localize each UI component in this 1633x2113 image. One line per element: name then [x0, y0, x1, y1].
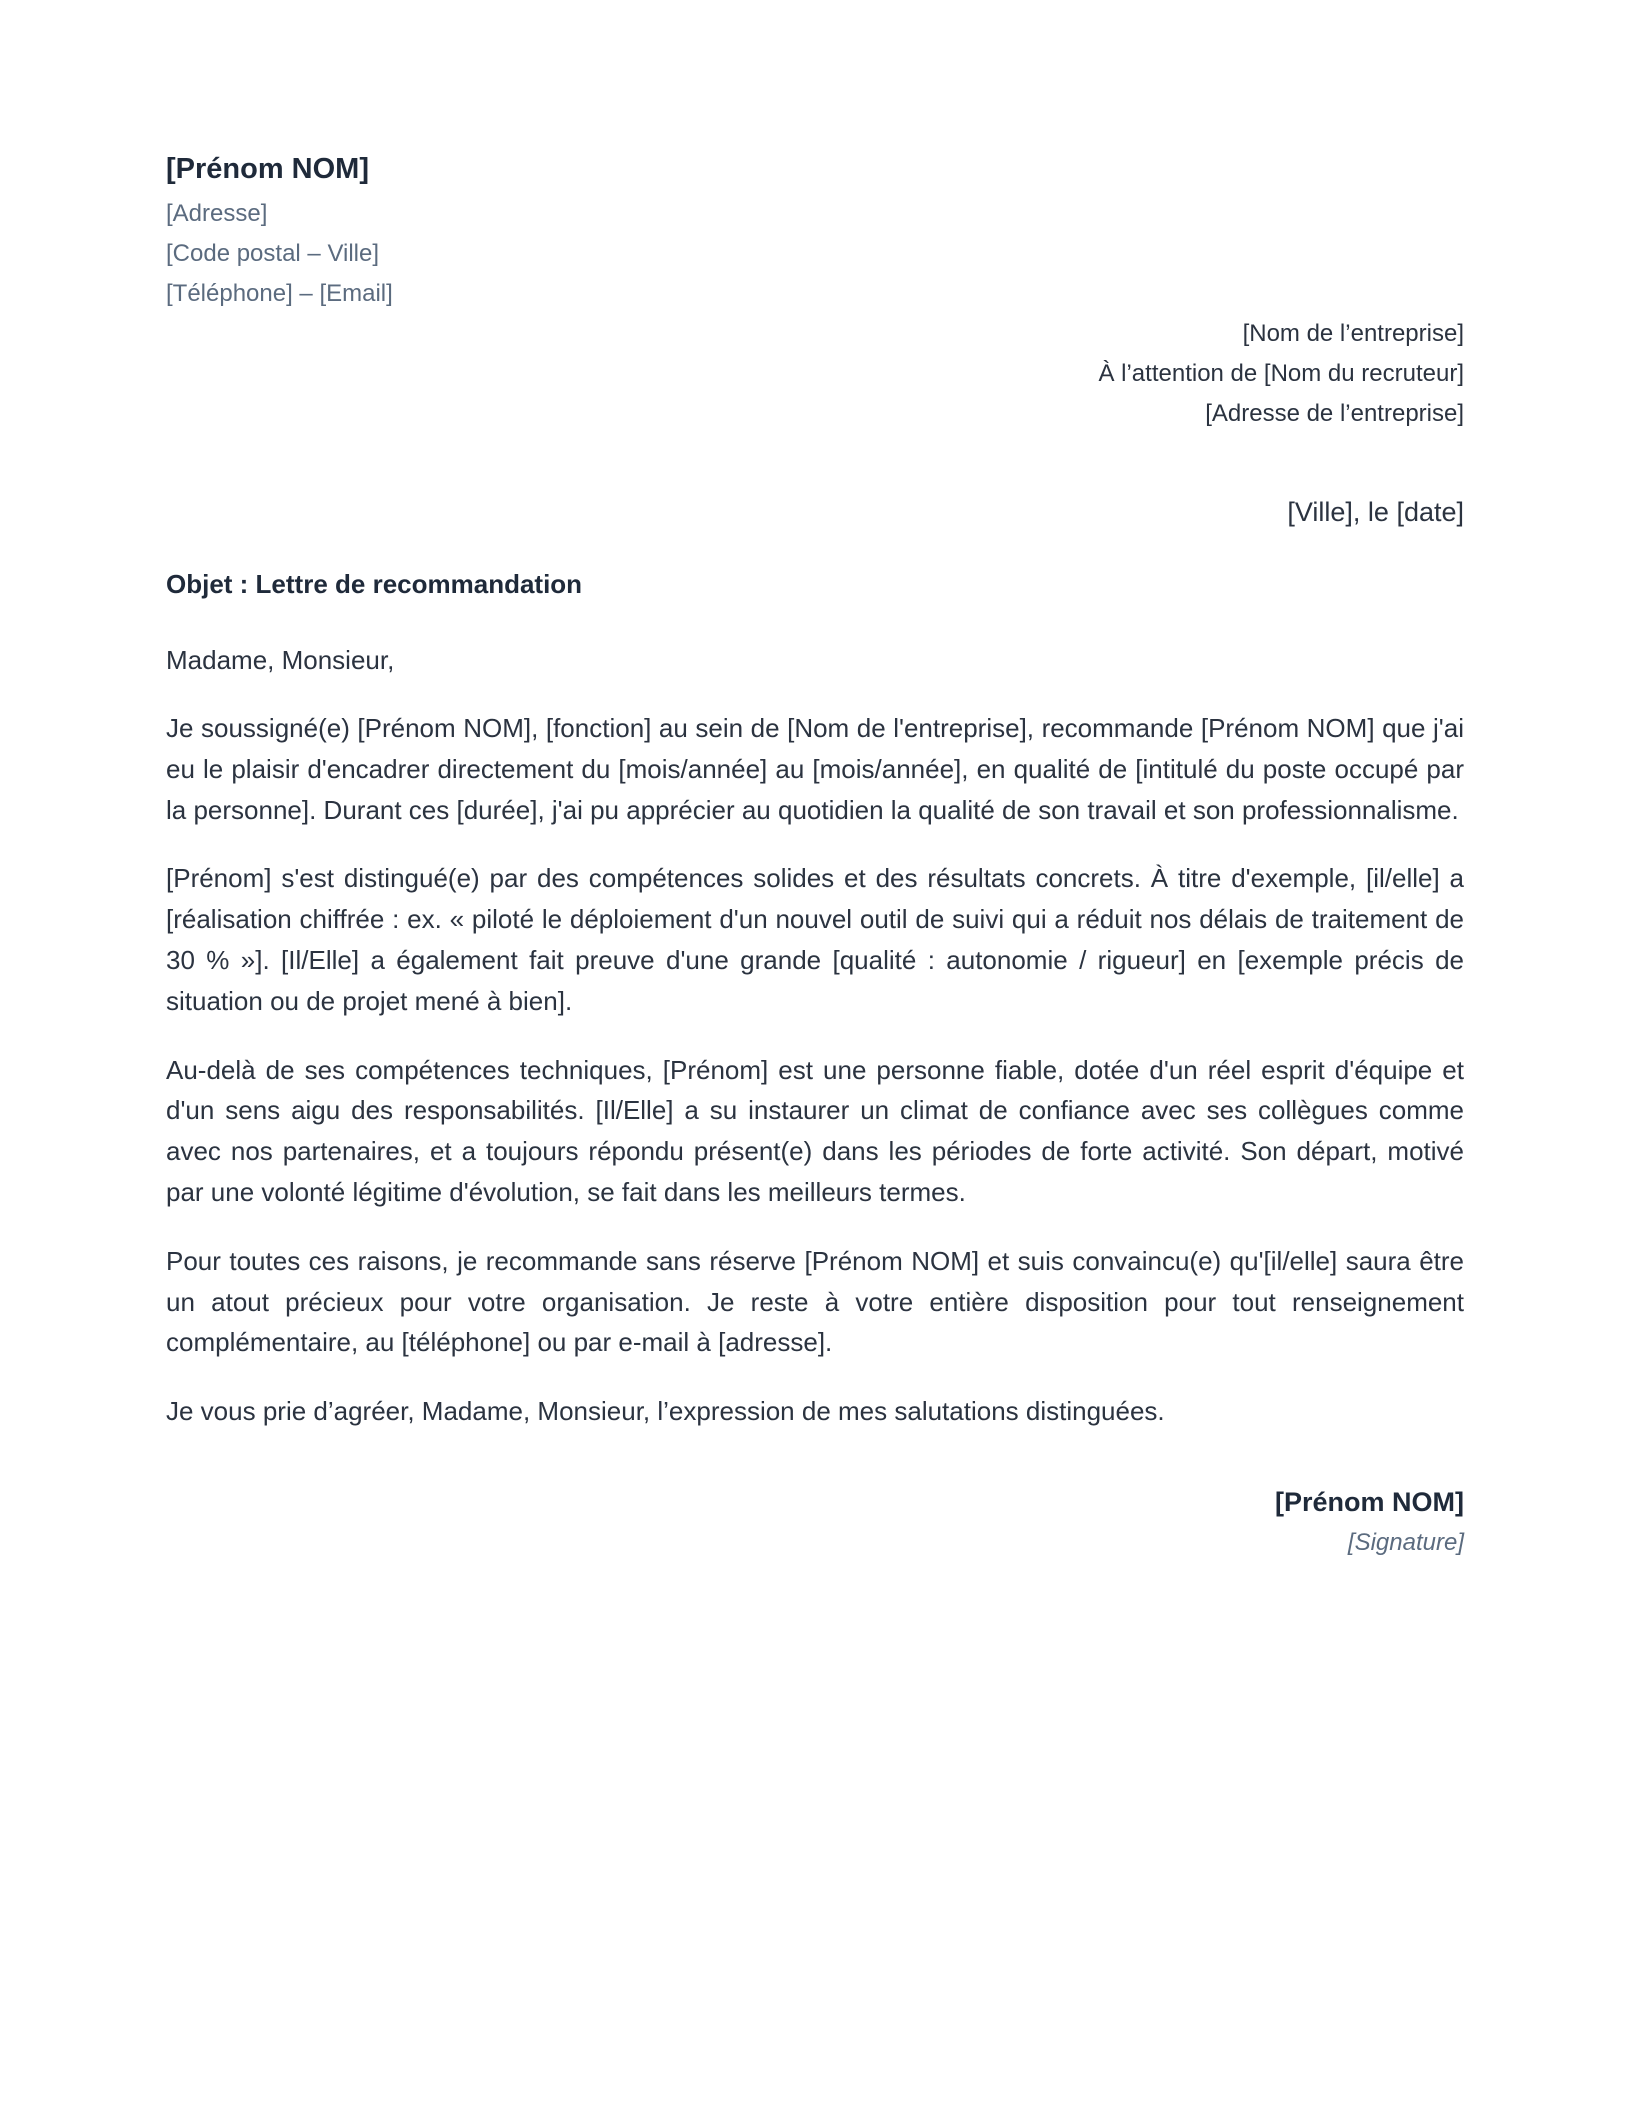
letter-subject: Objet : Lettre de recommandation — [166, 569, 583, 599]
body-paragraph: Je soussigné(e) [Prénom NOM], [fonction] au sein de [Nom de l'entreprise], recommande [Prénom NOM] que j'ai eu le plaisir d'encadrer directement du [mois/année] au [mois/année], en qualité de [intitulé du poste occupé par la personne]. Durant ces [durée], j'ai pu apprécier au quotidien la qualité de son travail et son professionnalisme. — [166, 713, 1464, 825]
recipient-block — [166, 314, 1464, 434]
body-paragraph: [Prénom] s'est distingué(e) par des compétences solides et des résultats concrets. À titre d'exemple, [il/elle] a [réalisation chiffrée : ex. « piloté le déploiement d'un nouvel outil de suivi qui a réduit nos délais de traitement de 30 % »]. [Il/Elle] a également fait preuve d'une grande [qualité : autonomie / rigueur] en [exemple précis de situation ou de projet mené à bien]. — [166, 863, 1464, 1016]
closing-formula: Je vous prie d’agréer, Madame, Monsieur, l’expression de mes salutations distinguées. — [166, 1396, 1165, 1427]
salutation: Madame, Monsieur, — [166, 645, 395, 675]
body-paragraph: Pour toutes ces raisons, je recommande sans réserve [Prénom NOM] et suis convaincu(e) qu'[il/elle] saura être un atout précieux pour votre organisation. Je reste à votre entière disposition pour tout renseignement complémentaire, au [téléphone] ou par e-mail à [adresse]. — [166, 1245, 1464, 1358]
signature-placeholder: [Signature] — [1347, 1529, 1464, 1557]
signature-block — [166, 1481, 1464, 1563]
signature-name: [Prénom NOM] — [1275, 1487, 1464, 1518]
sender-name: [Prénom NOM] — [166, 153, 369, 185]
place-date: [Ville], le [date] — [1287, 497, 1464, 527]
recipient-attention: À l’attention de [Nom du recruteur] — [1098, 360, 1464, 387]
body-paragraph: Au-delà de ses compétences techniques, [Prénom] est une personne fiable, dotée d'un réel esprit d'équipe et d'un sens aigu des responsabilités. [Il/Elle] a su instaurer un climat de confiance avec ses collègues comme avec nos partenaires, et a toujours répondu présent(e) dans les périodes de forte activité. Son départ, motivé par une volonté légitime d'évolution, se fait dans les meilleurs termes. — [166, 1054, 1464, 1207]
sender-postal-city: [Code postal – Ville] — [166, 240, 380, 267]
recipient-company: [Nom de l’entreprise] — [1242, 320, 1464, 347]
sender-address: [Adresse] — [166, 200, 268, 227]
sender-contact: [Téléphone] – [Email] — [166, 280, 393, 307]
recipient-address: [Adresse de l’entreprise] — [1205, 400, 1464, 427]
sender-block — [166, 148, 1464, 314]
